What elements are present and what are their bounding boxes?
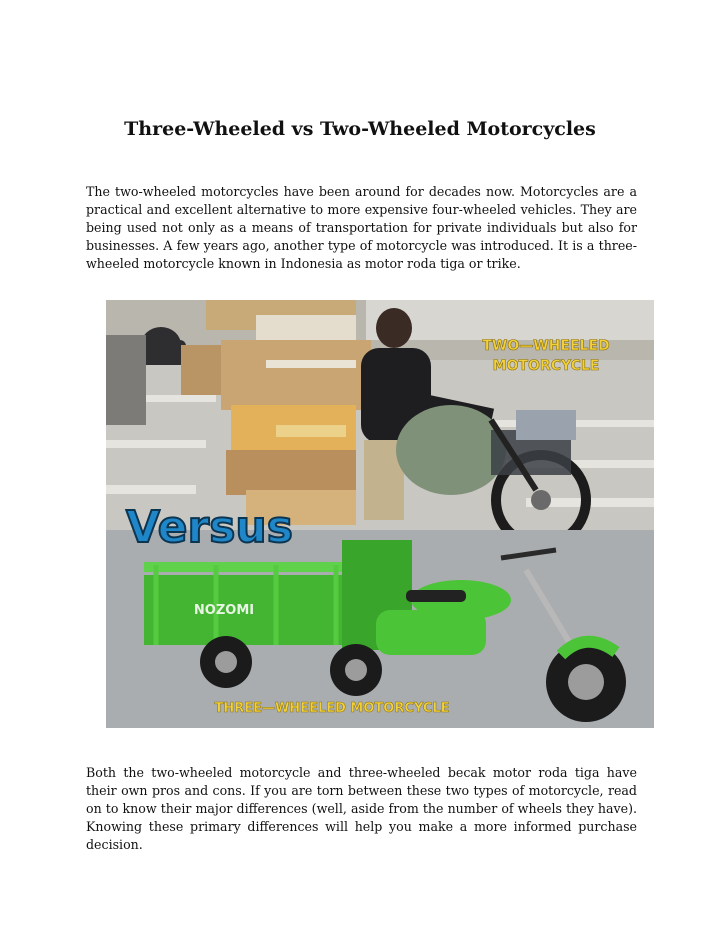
versus-label: Versus bbox=[126, 502, 293, 553]
comparison-paragraph: Both the two-wheeled motorcycle and three-wheeled becak motor roda tiga have their own pros and cons. If you are torn between these two types of motorcycle, read on to know their major differences (well, aside from the number of wheels they have). Knowing these primary differences will help you make a more informed purchase decision. bbox=[86, 765, 637, 852]
page-title: Three-Wheeled vs Two-Wheeled Motorcycles bbox=[124, 118, 596, 140]
brand-label: NOZOMI bbox=[193, 603, 255, 618]
three-wheeled-panel bbox=[106, 530, 654, 728]
two-wheeled-label: TWO—WHEELED bbox=[482, 338, 610, 354]
intro-paragraph: The two-wheeled motorcycles have been around for decades now. Motorcycles are a practical and excellent alternative to more expensive four-wheeled vehicles. They are being used not only as a means of transportation for private individuals but also for businesses. A few years ago, another type of motorcycle was introduced. It is a three-wheeled motorcycle known in Indonesia as motor roda tiga or trike. bbox=[86, 184, 637, 271]
comparison-image bbox=[106, 300, 654, 728]
two-wheeled-label-line2: MOTORCYCLE bbox=[492, 358, 600, 374]
three-wheeled-label: THREE—WHEELED MOTORCYCLE bbox=[214, 701, 450, 716]
